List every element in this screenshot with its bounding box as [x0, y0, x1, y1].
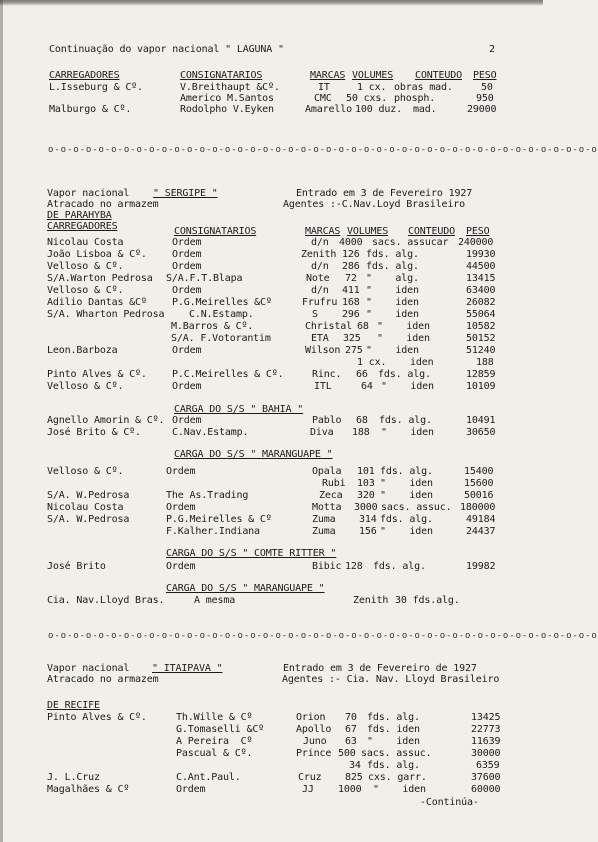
docked-note: Atracado no armazem: [47, 674, 159, 685]
contents: fds. alg.: [367, 712, 420, 723]
contents: " iden: [366, 297, 419, 308]
shipper: S/A. W.Pedrosa: [47, 490, 130, 501]
volumes: 126: [342, 249, 360, 260]
contents: sacs. assuc.: [361, 748, 432, 759]
volumes: 63: [345, 736, 357, 747]
weight: 51240: [466, 345, 496, 356]
volumes: 128: [345, 561, 363, 572]
header-carregadores: CARREGADORES: [49, 70, 120, 81]
volumes: 325: [343, 333, 361, 344]
weight: 50: [481, 82, 493, 93]
contents: fds. alg.: [373, 561, 426, 572]
weight: 44500: [466, 261, 496, 272]
contents: " iden: [377, 333, 430, 344]
volumes: 296: [342, 309, 360, 320]
contents: " iden: [366, 345, 419, 356]
weight: 50016: [464, 490, 494, 501]
consignee: P.G.Meirelles &Cº: [172, 297, 272, 308]
volumes: 168: [342, 297, 360, 308]
entry-date: Entrado em 3 de Fevereiro 1927: [296, 188, 473, 199]
marks: Rubi: [322, 478, 346, 489]
marks: CMC: [314, 93, 332, 104]
marks: Opala: [312, 466, 342, 477]
consignee: Ordem: [166, 561, 196, 572]
marks: d/n: [311, 237, 329, 248]
marks: d/n: [311, 285, 329, 296]
volumes: 4000: [339, 237, 363, 248]
header-peso: PESO: [473, 70, 497, 81]
weight: 29000: [467, 104, 497, 115]
marks: Zeca: [319, 490, 343, 501]
contents: fds. alg.: [378, 369, 431, 380]
volumes: 1 cx.: [357, 357, 387, 368]
consignee: S/A.F.T.Blapa: [166, 273, 243, 284]
shipper: José Brito: [47, 561, 106, 572]
header-carregadores: CARREGADORES: [47, 221, 118, 232]
marks: ETA: [311, 333, 329, 344]
volumes: 68: [357, 321, 369, 332]
cargo-title: CARGA DO S/S " MARANGUAPE ": [166, 583, 325, 594]
consignee: Ordem: [172, 415, 202, 426]
shipper: João Lisboa & Cº.: [47, 249, 147, 260]
marks: Pablo: [312, 415, 342, 426]
shipper: Nicolau Costa: [47, 502, 124, 513]
marks: Frufru: [302, 297, 338, 308]
weight: 240000: [458, 237, 494, 248]
header-consignatarios: CONSIGNATARIOS: [174, 226, 257, 237]
volumes: 500: [338, 748, 356, 759]
contents: fds. alg.: [380, 466, 433, 477]
origin-port: DE PARAHYBA: [47, 210, 112, 221]
consignee: C.N.Estamp.: [189, 309, 254, 320]
consignee: C.Ant.Paul.: [176, 772, 241, 783]
header-marcas: MARCAS: [310, 70, 346, 81]
contents: obras mad.: [394, 82, 453, 93]
consignee: C.Nav.Estamp.: [172, 427, 249, 438]
agents: Agentes :- Cia. Nav. Lloyd Brasileiro: [282, 674, 500, 685]
marks: Juno: [303, 736, 327, 747]
marks: Zenith: [353, 595, 389, 606]
consignee: Ordem: [176, 784, 206, 795]
marks: Cruz: [298, 772, 322, 783]
contents: cxs. garr.: [368, 772, 427, 783]
consignee: P.C.Meirelles & Cº.: [172, 369, 284, 380]
volumes: 103: [357, 478, 375, 489]
contents: fds. alg.: [367, 760, 420, 771]
contents: fds. alg.: [380, 514, 433, 525]
marks: Bibic: [312, 561, 342, 572]
separator-line: o-o-o-o-o-o-o-o-o-o-o-o-o-o-o-o-o-o-o-o-o-o-o-o-o-o-o-o-o-o-o-o-o-o-o-o-o-o-o-o-o-o-o-o: [48, 631, 598, 641]
weight: 49184: [466, 514, 496, 525]
contents: " iden: [366, 285, 419, 296]
volumes: 275: [345, 345, 363, 356]
marks: Amarello: [305, 104, 352, 115]
volumes: 50 cxs.: [346, 93, 388, 104]
weight: 13425: [471, 712, 501, 723]
consignee: S/A. F.Votorantim: [171, 333, 271, 344]
consignee: P.G.Meirelles & Cº: [166, 514, 272, 525]
volumes: 101: [357, 466, 375, 477]
contents: " iden: [373, 784, 426, 795]
volumes: 320: [357, 490, 375, 501]
weight: 63400: [466, 285, 496, 296]
entry-date: Entrado em 3 de Fevereiro de 1927: [283, 663, 477, 674]
shipper: J. L.Cruz: [47, 772, 100, 783]
weight: 50152: [466, 333, 496, 344]
consignee: Ordem: [166, 466, 196, 477]
marks: Zuma: [312, 526, 336, 537]
weight: 188: [476, 357, 494, 368]
contents: " iden: [381, 427, 434, 438]
contents: iden: [410, 357, 434, 368]
shipper: Leon.Barboza: [47, 345, 118, 356]
vessel-name: " ITAIPAVA ": [152, 663, 223, 674]
shipper: Adilio Dantas &Cº: [47, 297, 147, 308]
volumes: 411: [342, 285, 360, 296]
weight: 19930: [466, 249, 496, 260]
contents: " iden: [377, 321, 430, 332]
weight: 10491: [466, 415, 496, 426]
weight: 22773: [471, 724, 501, 735]
volumes: 825: [345, 772, 363, 783]
shipper: Pinto Alves & Cº.: [47, 712, 147, 723]
docked-note: Atracado no armazem: [47, 199, 159, 210]
volumes: 1 cx.: [357, 82, 387, 93]
contents: " alg.: [366, 273, 419, 284]
weight: 15400: [464, 466, 494, 477]
marks: d/n: [311, 261, 329, 272]
separator-line: o-o-o-o-o-o-o-o-o-o-o-o-o-o-o-o-o-o-o-o-o-o-o-o-o-o-o-o-o-o-o-o-o-o-o-o-o-o-o-o-o-o-o-o: [48, 145, 598, 155]
volumes: 67: [345, 724, 357, 735]
consignee: A mesma: [194, 595, 236, 606]
consignee: A Pereira Cº: [176, 736, 253, 747]
weight: 12859: [466, 369, 496, 380]
contents: sacs. assucar: [372, 237, 449, 248]
volumes: 34: [349, 760, 361, 771]
consignee: The As.Trading: [166, 490, 249, 501]
marks: IT: [318, 82, 330, 93]
contents: phosph.: [394, 93, 436, 104]
header-conteudo: CONTEUDO: [408, 226, 455, 237]
vessel-prefix: Vapor nacional: [47, 663, 130, 674]
marks: Rinc.: [312, 369, 342, 380]
shipper: José Brito & Cº.: [47, 427, 141, 438]
marks: Christal: [305, 321, 352, 332]
consignee: G.Tomaselli &Cº: [176, 724, 265, 735]
consignee: Ordem: [172, 381, 202, 392]
volumes: 68: [356, 415, 368, 426]
contents: fds. alg.: [366, 261, 419, 272]
shipper: Velloso & Cº.: [47, 466, 124, 477]
consignee: Ordem: [172, 285, 202, 296]
weight: 30000: [471, 748, 501, 759]
contents: sacs. assuc.: [381, 502, 452, 513]
volumes: 286: [342, 261, 360, 272]
volumes: 70: [345, 712, 357, 723]
contents: mad.: [413, 104, 437, 115]
marks: Motta: [312, 502, 342, 513]
consignee: F.Kalher.Indiana: [166, 526, 260, 537]
weight: 950: [476, 93, 494, 104]
header-peso: PESO: [466, 226, 490, 237]
weight: 13415: [466, 273, 496, 284]
weight: 55064: [466, 309, 496, 320]
continua-note: -Continúa-: [420, 797, 479, 808]
contents: " iden: [380, 478, 433, 489]
marks: Apollo: [296, 724, 332, 735]
vessel-prefix: Vapor nacional: [47, 188, 130, 199]
agents: Agentes :-C.Nav.Loyd Brasileiro: [283, 199, 465, 210]
marks: Diva: [310, 427, 334, 438]
marks: Orion: [296, 712, 326, 723]
scan-left-edge: [0, 0, 3, 842]
cargo-title: CARGA DO S/S " BAHIA ": [174, 404, 304, 415]
consignee: Pascual & Cº.: [176, 748, 253, 759]
volumes: 72: [345, 273, 357, 284]
weight: 30650: [466, 427, 496, 438]
volumes: 64: [361, 381, 373, 392]
shipper: Pinto Alves & Cº.: [47, 369, 147, 380]
cargo-title: CARGA DO S/S " MARANGUAPE ": [174, 449, 333, 460]
header-marcas: MARCAS: [305, 226, 341, 237]
contents: fds. iden: [367, 724, 420, 735]
contents: fds. alg.: [379, 415, 432, 426]
weight: 15600: [464, 478, 494, 489]
shipper: Malburgo & Cº.: [49, 104, 132, 115]
contents: " iden: [380, 490, 433, 501]
contents: " iden: [367, 736, 420, 747]
consignee: Ordem: [172, 237, 202, 248]
weight: 6359: [476, 760, 500, 771]
shipper: S/A. W.Pedrosa: [47, 514, 130, 525]
contents: " iden: [381, 381, 434, 392]
contents: fds. alg.: [366, 249, 419, 260]
page-number: 2: [489, 44, 495, 55]
consignee: Ordem: [172, 249, 202, 260]
consignee: M.Barros & Cº.: [171, 321, 254, 332]
volumes: 3000: [354, 502, 378, 513]
marks: Zuma: [312, 514, 336, 525]
marks: ITL: [314, 381, 332, 392]
shipper: Cia. Nav.Lloyd Bras.: [47, 595, 165, 606]
weight: 10109: [466, 381, 496, 392]
contents: 30 fds.alg.: [395, 595, 460, 606]
cargo-title: CARGA DO S/S " COMTE RITTER ": [166, 548, 337, 559]
shipper: L.Isseburg & Cº.: [49, 82, 143, 93]
consignee: Ordem: [172, 345, 202, 356]
header-conteudo: CONTEUDO: [415, 70, 462, 81]
volumes: 66: [356, 369, 368, 380]
marks: Wilson: [305, 345, 341, 356]
shipper: Velloso & Cº.: [47, 261, 124, 272]
shipper: Agnello Amorin & Cº.: [47, 415, 165, 426]
weight: 10582: [466, 321, 496, 332]
header-volumes: VOLUMES: [352, 70, 394, 81]
consignee: Americo M.Santos: [180, 93, 274, 104]
volumes: 1000: [338, 784, 362, 795]
weight: 37600: [471, 772, 501, 783]
header-volumes: VOLUMES: [347, 226, 389, 237]
weight: 26082: [466, 297, 496, 308]
shipper: Nicolau Costa: [47, 237, 124, 248]
page-header-title: Continuação do vapor nacional " LAGUNA ": [49, 44, 284, 55]
shipper: S/A. Wharton Pedrosa: [47, 309, 165, 320]
weight: 180000: [460, 502, 496, 513]
consignee: Ordem: [166, 502, 196, 513]
shipper: Velloso & Cº.: [47, 285, 124, 296]
consignee: Th.Wille & Cº: [176, 712, 253, 723]
consignee: Ordem: [172, 261, 202, 272]
shipper: Velloso & Cº.: [47, 381, 124, 392]
vessel-name: " SERGIPE ": [153, 188, 218, 199]
marks: JJ: [302, 784, 314, 795]
volumes: 156: [359, 526, 377, 537]
contents: " iden: [366, 309, 419, 320]
volumes: 100 duz.: [355, 104, 402, 115]
weight: 60000: [471, 784, 501, 795]
shipper: S/A.Warton Pedrosa: [47, 273, 153, 284]
weight: 11639: [471, 736, 501, 747]
marks: Zenith: [301, 249, 337, 260]
marks: Note: [306, 273, 330, 284]
volumes: 188: [352, 427, 370, 438]
origin-port: DE RECIFE: [47, 700, 100, 711]
marks: Prince: [296, 748, 332, 759]
contents: " iden: [380, 526, 433, 537]
shipper: Magalhães & Cº: [47, 784, 130, 795]
marks: S: [312, 309, 318, 320]
scan-top-edge: [0, 0, 543, 6]
consignee: V.Breithaupt &Cº.: [180, 82, 280, 93]
consignee: Rodolpho V.Eyken: [180, 104, 274, 115]
weight: 24437: [466, 526, 496, 537]
weight: 19982: [466, 561, 496, 572]
header-consignatarios: CONSIGNATARIOS: [180, 70, 263, 81]
volumes: 314: [359, 514, 377, 525]
